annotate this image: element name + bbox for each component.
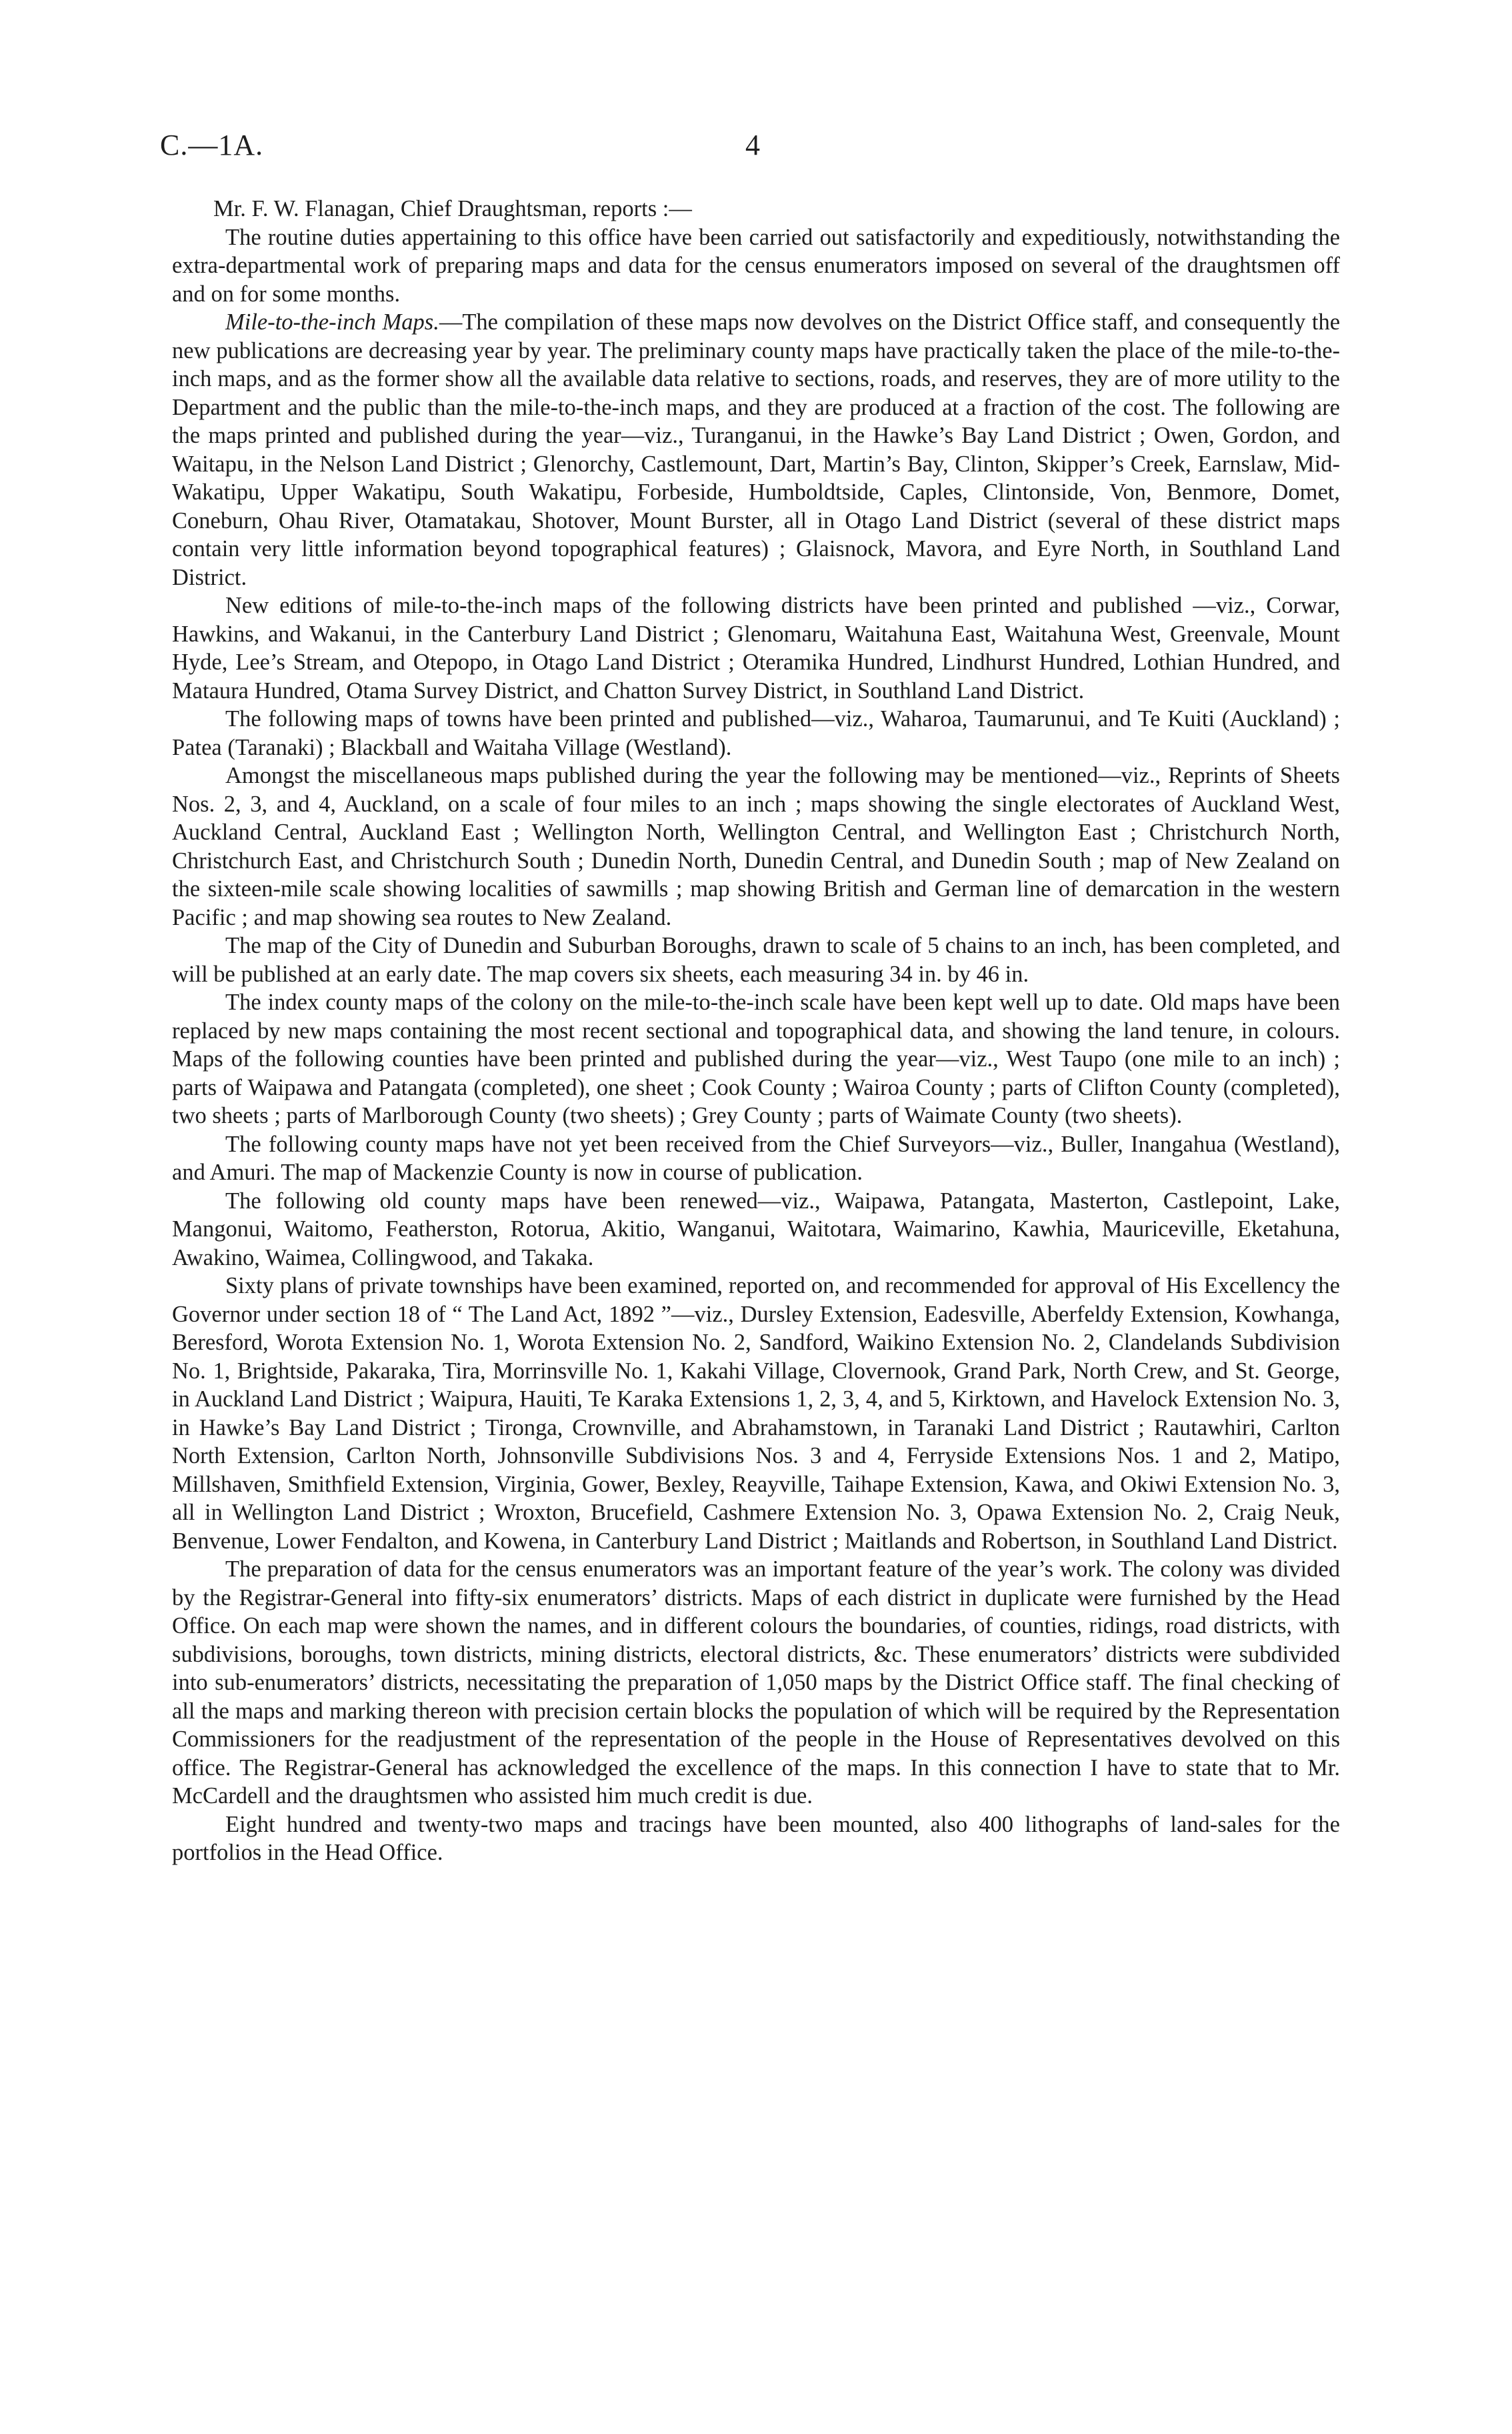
paragraph-text: The index county maps of the colony on the mile-to-the-inch scale have been kept well up to date. Old maps have been replaced by new maps containing the most recent sectional and topographical data, and showing the land tenure, in colours. Maps of the following counties have been printed and published during the year—viz., West Taupo (one mile to an inch) ; parts of Waipawa and Patangata (completed), one sheet ; Cook County ; Wairoa County ; parts of Clifton County (completed), two sheets ; parts of Marlborough County (two sheets) ; Grey County ; parts of Waimate County (two sheets). [172, 990, 1340, 1128]
paragraph-census-data [172, 1555, 1340, 1810]
paragraph-private-townships [172, 1272, 1340, 1555]
paragraph-text: —The compilation of these maps now devolves on the District Office staff, and consequently the new publications are decreasing year by year. The preliminary county maps have practically taken the place of the mile-to-the-inch maps, and as the former show all the available data relative to sections, roads, and reserves, they are of more utility to the Department and the public than the mile-to-the-inch maps, and they are produced at a fraction of the cost. The following are the maps printed and published during the year—viz., Turanganui, in the Hawke’s Bay Land District ; Owen, Gordon, and Waitapu, in the Nelson Land District ; Glenorchy, Castlemount, Dart, Martin’s Bay, Clinton, Skipper’s Creek, Earnslaw, Mid-Wakatipu, Upper Wakatipu, South Wakatipu, Forbeside, Humboldtside, Caples, Clintonside, Von, Benmore, Domet, Coneburn, Ohau River, Otamatakau, Shotover, Mount Burster, all in Otago Land District (several of these district maps contain very little information beyond topographical features) ; Glaisnock, Mavora, and Eyre North, in Southland Land District. [172, 309, 1341, 590]
paragraph-text: New editions of mile-to-the-inch maps of the following districts have been printed and published —viz., Corwar, Hawkins, and Wakanui, in the Canterbury Land District ; Glenomaru, Waitahuna East, Waitahuna West, Greenvale, Mount Hyde, Lee’s Stream, and Otepopo, in Otago Land District ; Oteramika Hundred, Lindhurst Hundred, Lothian Hundred, and Mataura Hundred, Otama Survey District, and Chatton Survey District, in Southland Land District. [172, 593, 1340, 704]
paragraph-text: The following county maps have not yet been received from the Chief Surveyors—viz., Buller, Inangahua (Westland), and Amuri. The map of Mackenzie County is now in course of publication. [172, 1131, 1340, 1185]
paragraph-text: The following old county maps have been renewed—viz., Waipawa, Patangata, Masterton, Castlepoint, Lake, Mangonui, Waitomo, Featherston, Rotorua, Akitio, Wanganui, Waitotara, Waimarino, Kawhia, Mauriceville, Eketahuna, Awakino, Waimea, Collingwood, and Takaka. [172, 1188, 1340, 1270]
paragraph-miscellaneous-maps [172, 762, 1340, 932]
report-intro: Mr. F. W. Flanagan, Chief Draughtsman, reports :— [213, 196, 692, 221]
paragraph-routine-duties [172, 223, 1340, 309]
paragraph-dunedin-map [172, 932, 1340, 988]
paragraph-new-editions [172, 591, 1340, 705]
paragraph-mounted-maps [172, 1810, 1340, 1867]
paragraph-renewed-county-maps [172, 1187, 1340, 1272]
paragraph-text: The preparation of data for the census enumerators was an important feature of the year’s work. The colony was divided by the Registrar-General into fifty-six enumerators’ districts. Maps of each district in duplicate were furnished by the Head Office. On each map were shown the names, and in different colours the boundaries, of counties, ridings, road districts, with subdivisions, boroughs, town districts, mining districts, electoral districts, &c. These enumerators’ districts were subdivided into sub-enumerators’ districts, necessitating the preparation of 1,050 maps by the District Office staff. The final checking of all the maps and marking thereon with precision certain blocks the population of which will be required by the Representation Commissioners for the readjustment of the representation of the people in the House of Representatives devolved on this office. The Registrar-General has acknowledged the excellence of the maps. In this connection I have to state that to Mr. McCardell and the draughtsmen who assisted him much credit is due. [172, 1556, 1340, 1808]
paragraph-pending-county-maps [172, 1130, 1340, 1187]
paragraph-lead-heading: Mile-to-the-inch Maps. [225, 309, 439, 335]
paragraph-text: The routine duties appertaining to this office have been carried out satisfactorily and expeditiously, notwithstanding the extra-departmental work of preparing maps and data for the census enumerators imposed on several of the draughtsmen off and on for some months. [172, 224, 1340, 307]
document-reference: C.—1A. [160, 129, 264, 161]
paragraph-text: Sixty plans of private townships have been examined, reported on, and recommended for approval of His Excellency the Governor under section 18 of “ The Land Act, 1892 ”—viz., Dursley Extension, Eadesville, Aberfeldy Extension, Kowhanga, Beresford, Worota Extension No. 1, Worota Extension No. 2, Sandford, Waikino Extension No. 2, Clandelands Subdivision No. 1, Brightside, Pakaraka, Tira, Morrinsville No. 1, Kakahi Village, Clovernook, Grand Park, North Crew, and St. George, in Auckland Land District ; Waipura, Hauiti, Te Karaka Extensions 1, 2, 3, 4, and 5, Kirktown, and Havelock Extension No. 3, in Hawke’s Bay Land District ; Tironga, Crownville, and Abrahamstown, in Taranaki Land District ; Rautawhiri, Carlton North Extension, Carlton North, Johnsonville Subdivisions Nos. 3 and 4, Ferryside Extensions Nos. 1 and 2, Matipo, Millshaven, Smithfield Extension, Virginia, Gower, Bexley, Reayville, Taihape Extension, Kawa, and Okiwi Extension No. 3, all in Wellington Land District ; Wroxton, Brucefield, Cashmere Extension No. 3, Opawa Extension No. 2, Craig Neuk, Benvenue, Lower Fendalton, and Kowena, in Canterbury Land District ; Maitlands and Robertson, in Southland Land District. [172, 1273, 1340, 1554]
page-header [160, 128, 1360, 168]
page-number: 4 [745, 129, 760, 161]
paragraph-index-county-maps [172, 988, 1340, 1130]
report-body [172, 195, 1340, 1867]
paragraph-text: Amongst the miscellaneous maps published during the year the following may be mentioned—viz., Reprints of Sheets Nos. 2, 3, and 4, Auckland, on a scale of four miles to an inch ; maps showing the single electorates of Auckland West, Auckland Central, Auckland East ; Wellington North, Wellington Central, and Wellington East ; Christchurch North, Christchurch East, and Christchurch South ; Dunedin North, Dunedin Central, and Dunedin South ; map of New Zealand on the sixteen-mile scale showing localities of sawmills ; map showing British and German line of demarcation in the western Pacific ; and map showing sea routes to New Zealand. [172, 763, 1340, 930]
paragraph-town-maps [172, 705, 1340, 762]
paragraph-text: The map of the City of Dunedin and Suburban Boroughs, drawn to scale of 5 chains to an inch, has been completed, and will be published at an early date. The map covers six sheets, each measuring 34 in. by 46 in. [172, 933, 1340, 987]
paragraph-text: The following maps of towns have been printed and published—viz., Waharoa, Taumarunui, and Te Kuiti (Auckland) ; Patea (Taranaki) ; Blackball and Waitaha Village (Westland). [172, 706, 1340, 760]
paragraph-text: Eight hundred and twenty-two maps and tracings have been mounted, also 400 lithographs of land-sales for the portfolios in the Head Office. [172, 1811, 1340, 1865]
paragraph-mile-to-the-inch-maps [172, 308, 1340, 591]
